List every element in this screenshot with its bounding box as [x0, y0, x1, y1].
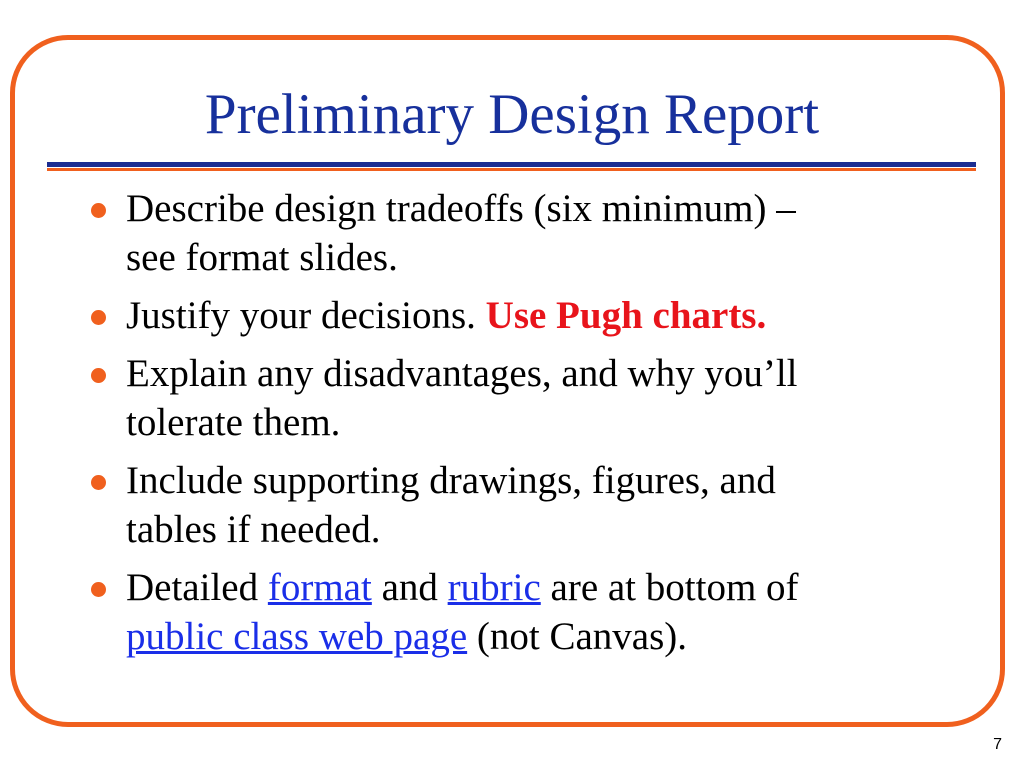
bullet-text: Describe design tradeoffs (six minimum) – — [126, 187, 796, 230]
page-number: 7 — [993, 736, 1002, 753]
bullet-item-drawings — [82, 456, 942, 554]
bullet-dot-icon — [91, 475, 106, 490]
bullet-item-tradeoffs — [82, 184, 942, 282]
bullet-item-justify — [82, 291, 942, 340]
bullet-text: Explain any disadvantages, and why you’ll — [126, 352, 798, 395]
bullet-text: see format slides. — [126, 236, 398, 279]
public-class-web-page-link[interactable]: public class web page — [126, 615, 468, 658]
bullet-dot-icon — [91, 582, 106, 597]
bullet-dot-icon — [91, 368, 106, 383]
bullet-text: (not Canvas). — [467, 615, 688, 658]
bullet-text: and — [371, 566, 448, 609]
pugh-charts-emphasis: Use Pugh charts. — [485, 294, 767, 337]
bullet-item-format-rubric — [82, 563, 942, 661]
bullet-dot-icon — [91, 310, 106, 325]
rubric-link[interactable]: rubric — [447, 566, 541, 609]
bullet-list — [82, 184, 942, 670]
bullet-text: Justify your decisions. — [126, 294, 486, 337]
bullet-item-disadvantages — [82, 349, 942, 447]
bullet-text: Include supporting drawings, figures, and — [126, 459, 776, 502]
bullet-text: tolerate them. — [126, 401, 341, 444]
slide-title: Preliminary Design Report — [204, 83, 820, 146]
bullet-text: are at bottom of — [540, 566, 799, 609]
format-link[interactable]: format — [267, 566, 372, 609]
title-rule-blue — [47, 162, 976, 167]
bullet-dot-icon — [91, 203, 106, 218]
bullet-text: tables if needed. — [126, 508, 381, 551]
title-rule-orange — [47, 168, 976, 171]
bullet-text: Detailed — [126, 566, 268, 609]
